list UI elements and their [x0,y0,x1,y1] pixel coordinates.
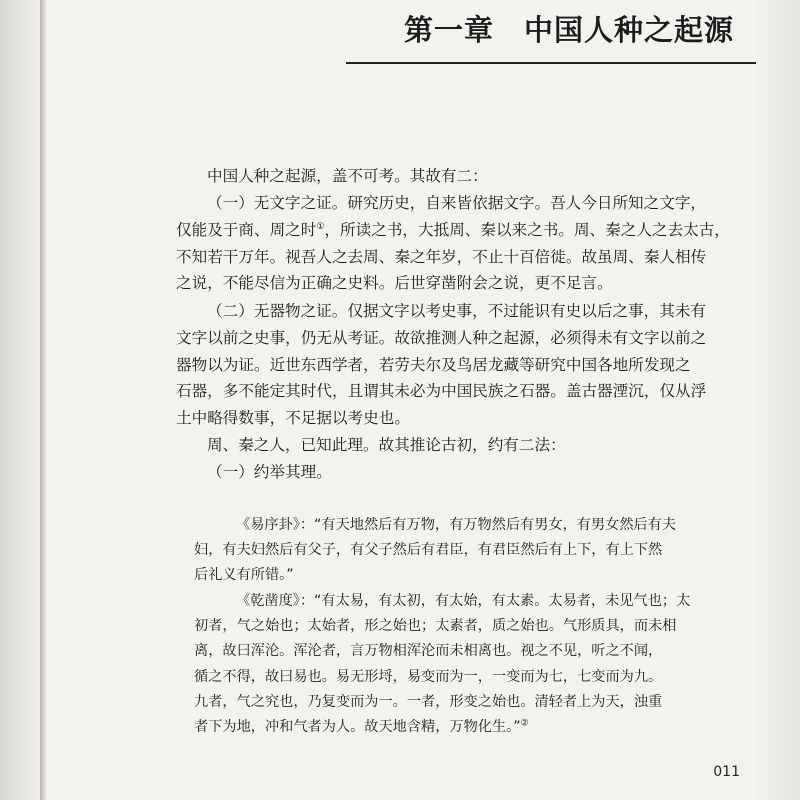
page-number: 011 [713,764,740,780]
text-line: 不知若干万年。视吾人之去周、秦之年岁，不止十百倍徙。故虽周、秦人相传 [176,247,707,266]
next-page-edge [756,0,800,800]
text-line: 土中略得数事，不足据以考史也。 [176,409,410,428]
chapter-title: 第一章 中国人种之起源 [403,13,734,47]
paragraph-intro [176,163,736,190]
text-line [176,217,736,244]
quote-line: 妇，有夫妇然后有父子，有父子然后有君臣，有君臣然后有上下，有上下然 [194,542,663,559]
book-page [46,0,756,800]
paragraph-no-writing [176,190,736,297]
paragraph-no-artifacts [176,298,736,432]
text-line: 文字以前之史事，仍无从考证。故欲推测人种之起源，必须得未有文字以前之 [176,328,707,347]
quote-line [194,715,744,740]
quote-line: 九者，气之究也，乃复变而为一。一者，形变之始也。清轻者上为天，浊重 [194,693,663,710]
quote-line: 初者，气之始也；太始者，形之始也；太素者，质之始也。气形质具，而未相 [194,618,677,635]
paragraph-two-methods [176,432,736,459]
text-line: 周、秦之人，已知此理。故其推论古初，约有二法： [207,436,566,454]
text-line: 之说，不能尽信为正确之史料。后世穿凿附会之说，更不足言。 [176,274,613,293]
quote-line: 离，故曰浑沦。浑沦者，言万物相浑沦而未相离也。视之不见，听之不闻， [194,643,663,660]
text-segment: 者下为地，冲和气者为人。故天地含精，万物化生。” [194,719,521,736]
paragraph-method-one [176,459,736,486]
text-line: 器物以为证。近世东西学者，若劳夫尔及鸟居龙藏等研究中国各地所发现之 [176,355,691,374]
text-line: 中国人种之起源，盖不可考。其故有二： [207,167,488,185]
quote-qian-zaodu [194,589,744,740]
text-segment: 仅能及于商、周之时 [176,220,317,239]
footnote-mark-1[interactable]: ① [316,221,325,232]
footnote-mark-2[interactable]: ② [520,718,529,729]
text-line: 石器，多不能定其时代，且谓其未必为中国民族之石器。盖古器湮沉，仅从浮 [176,382,707,401]
quote-yi-xugua [194,513,744,589]
quote-line: 后礼义有所错。” [194,567,294,584]
chapter-header [346,0,756,64]
quote-line: 循之不得，故曰易也。易无形埒，易变而为一，一变而为七，七变而为九。 [194,668,663,685]
text-line: （一）约举其理。 [207,463,332,481]
text-segment: ，所读之书，大抵周、秦以来之书。周、秦之人之去太古， [324,220,730,239]
text-line: （一）无文字之证。研究历史，自来皆依据文字。吾人今日所知之文字， [207,194,707,212]
previous-page-edge [0,0,40,800]
quote-line: 《乾凿度》：“有太易，有太初，有太始，有太素。太易者，未见气也；太 [236,593,691,609]
quote-line: 《易序卦》：“有天地然后有万物，有万物然后有男女，有男女然后有夫 [236,517,677,533]
text-line: （二）无器物之证。仅据文字以考史事，不过能识有史以后之事，其未有 [207,302,707,320]
